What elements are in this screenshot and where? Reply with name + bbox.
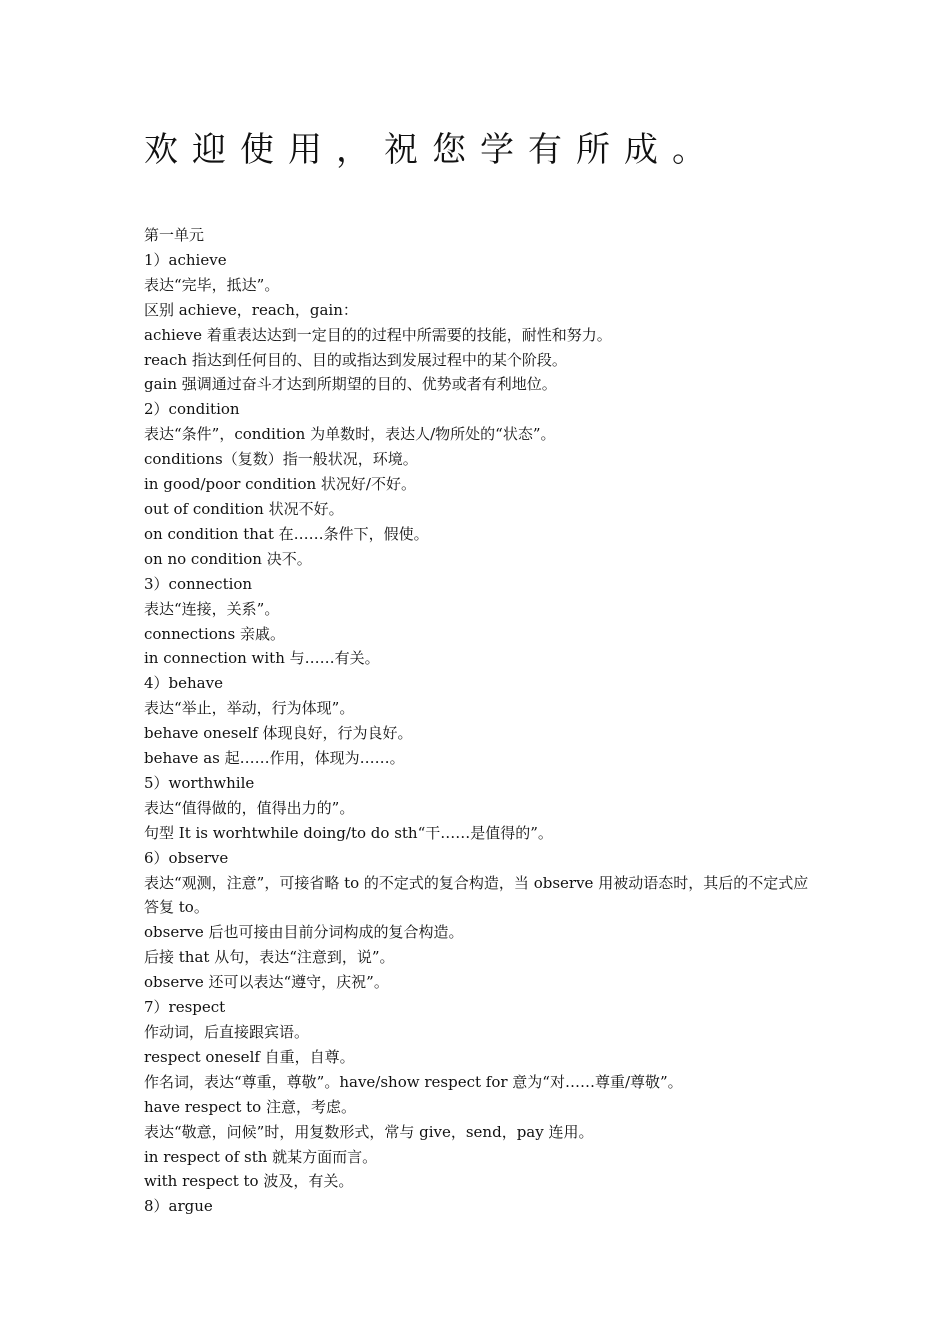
text-line: connections 亲戚。: [144, 624, 286, 643]
entry-heading: 3）connection: [144, 574, 253, 593]
entry-heading: 5）worthwhile: [144, 773, 255, 792]
entry-heading: 6）observe: [144, 848, 229, 867]
text-line: in connection with 与……有关。: [144, 649, 380, 668]
page-title: 欢迎使用，祝您学有所成。: [144, 130, 720, 170]
text-line: 后接 that 从句，表达“注意到，说”。: [144, 948, 395, 967]
entry-heading: 4）behave: [144, 674, 223, 693]
document-body: [144, 223, 812, 1219]
text-line: with respect to 波及，有关。: [144, 1172, 354, 1191]
text-line: gain 强调通过奋斗才达到所期望的目的、优势或者有利地位。: [144, 375, 557, 394]
text-line: 表达“举止，举动，行为体现”。: [144, 699, 355, 718]
text-line: 表达“敬意，问候”时，用复数形式，常与 give，send，pay 连用。: [144, 1122, 594, 1141]
text-line: 表达“条件”，condition 为单数时，表达人/物所处的“状态”。: [144, 425, 556, 444]
text-line: 区别 achieve，reach，gain：: [144, 300, 358, 319]
text-line: 句型 It is worhtwhile doing/to do sth“干……是值得的”。: [144, 823, 553, 842]
text-line: have respect to 注意，考虑。: [144, 1097, 356, 1116]
text-line: respect oneself 自重，自尊。: [144, 1047, 355, 1066]
text-line: 表达“观测，注意”，可接省略 to 的不定式的复合构造，当 observe 用被动语态时，其后的不定式应答复 to。: [144, 873, 809, 917]
entry-heading: 2）condition: [144, 400, 240, 419]
text-line: 表达“值得做的，值得出力的”。: [144, 798, 355, 817]
text-line: achieve 着重表达达到一定目的的过程中所需要的技能，耐性和努力。: [144, 325, 612, 344]
text-line: reach 指达到任何目的、目的或指达到发展过程中的某个阶段。: [144, 350, 567, 369]
text-line: 作名词，表达“尊重，尊敬”。have/show respect for 意为“对……尊重/尊敬”。: [144, 1072, 683, 1091]
text-line: on no condition 决不。: [144, 549, 312, 568]
text-line: 表达“完毕，抵达”。: [144, 275, 280, 294]
text-line: on condition that 在……条件下，假使。: [144, 524, 429, 543]
entry-heading: 7）respect: [144, 998, 226, 1017]
text-line: in respect of sth 就某方面而言。: [144, 1147, 378, 1166]
text-line: behave as 起……作用，体现为……。: [144, 749, 405, 768]
entry-heading: 1）achieve: [144, 250, 227, 269]
text-line: out of condition 状况不好。: [144, 499, 344, 518]
text-line: observe 后也可接由目前分词构成的复合构造。: [144, 923, 464, 942]
text-line: 作动词，后直接跟宾语。: [144, 1023, 310, 1041]
text-line: conditions（复数）指一般状况，环境。: [144, 450, 418, 469]
unit-heading: 第一单元: [144, 226, 205, 244]
text-line: 表达“连接，关系”。: [144, 599, 280, 618]
text-line: in good/poor condition 状况好/不好。: [144, 475, 416, 494]
text-line: observe 还可以表达“遵守，庆祝”。: [144, 973, 389, 992]
entry-heading: 8）argue: [144, 1197, 213, 1216]
text-line: behave oneself 体现良好，行为良好。: [144, 724, 413, 743]
